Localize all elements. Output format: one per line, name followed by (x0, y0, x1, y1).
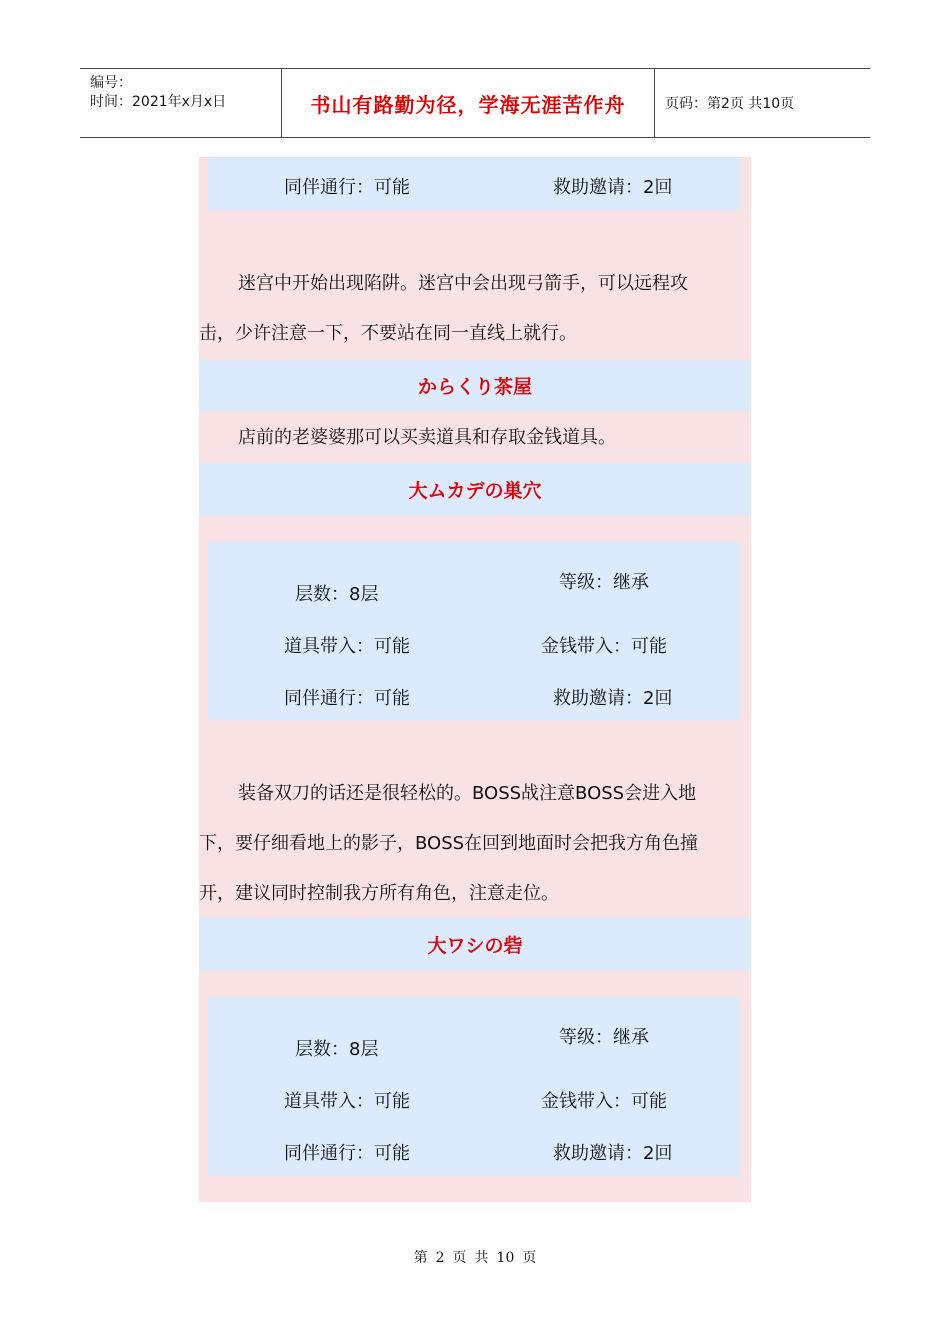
doc-date-label: 时间：2021年x月x日 (90, 94, 227, 110)
paragraph-line: 迷宫中开始出现陷阱。迷宫中会出现弓箭手，可以远程攻 (238, 273, 688, 294)
floors-info: 层数：8层 (295, 584, 379, 605)
section-heading-mukade (199, 463, 751, 515)
level-info: 等级：继承 (559, 572, 649, 593)
level-info: 等级：继承 (559, 1027, 649, 1048)
header-motto-cell (281, 69, 655, 137)
section-title: 大ムカデの巣穴 (408, 479, 542, 502)
header-page-cell (655, 69, 870, 137)
paragraph-line: 击，少许注意一下，不要站在同一直线上就行。 (199, 323, 577, 344)
info-box-mukade (208, 542, 740, 720)
section-heading-karakuri (199, 360, 751, 411)
rescue-info: 救助邀请：2回 (553, 688, 673, 709)
rescue-info: 救助邀请：2回 (553, 1143, 673, 1164)
paragraph-line: 开，建议同时控制我方所有角色，注意走位。 (199, 883, 559, 904)
paragraph-line: 店前的老婆婆那可以买卖道具和存取金钱道具。 (238, 427, 616, 448)
section-title: 大ワシの砦 (427, 934, 523, 957)
info-box-continued (208, 157, 740, 210)
items-info: 道具带入：可能 (284, 636, 410, 657)
items-info: 道具带入：可能 (284, 1091, 410, 1112)
page-info: 页码：第2页 共10页 (665, 96, 795, 112)
companion-info: 同伴通行：可能 (284, 1143, 410, 1164)
companion-info: 同伴通行：可能 (284, 688, 410, 709)
paragraph-line: 下，要仔细看地上的影子，BOSS在回到地面时会把我方角色撞 (199, 833, 699, 854)
floors-info: 层数：8层 (295, 1039, 379, 1060)
section-title: からくり茶屋 (417, 376, 532, 398)
info-box-washi (208, 997, 740, 1175)
money-info: 金钱带入：可能 (541, 1091, 667, 1112)
money-info: 金钱带入：可能 (541, 636, 667, 657)
footer-ye: 页 (452, 1250, 467, 1266)
paragraph-line: 装备双刀的话还是很轻松的。BOSS战注意BOSS会进入地 (238, 783, 697, 804)
footer-gong: 共 (474, 1250, 489, 1266)
companion-info: 同伴通行：可能 (284, 177, 410, 198)
paragraph-mukade (199, 769, 751, 919)
content-column (199, 157, 751, 1202)
rescue-info: 救助邀请：2回 (553, 177, 673, 198)
header-meta-cell (80, 69, 280, 137)
page-footer (0, 1247, 950, 1267)
section-heading-washi (199, 918, 751, 970)
footer-total-pages: 10 (496, 1250, 515, 1266)
document-header (80, 68, 870, 138)
paragraph-traps (199, 259, 751, 359)
footer-di: 第 (413, 1250, 428, 1266)
paragraph-karakuri (199, 413, 751, 463)
doc-number-label: 编号： (90, 75, 132, 91)
footer-page-number: 2 (435, 1250, 445, 1266)
motto-text: 书山有路勤为径，学海无涯苦作舟 (310, 92, 626, 117)
footer-ye: 页 (522, 1250, 537, 1266)
